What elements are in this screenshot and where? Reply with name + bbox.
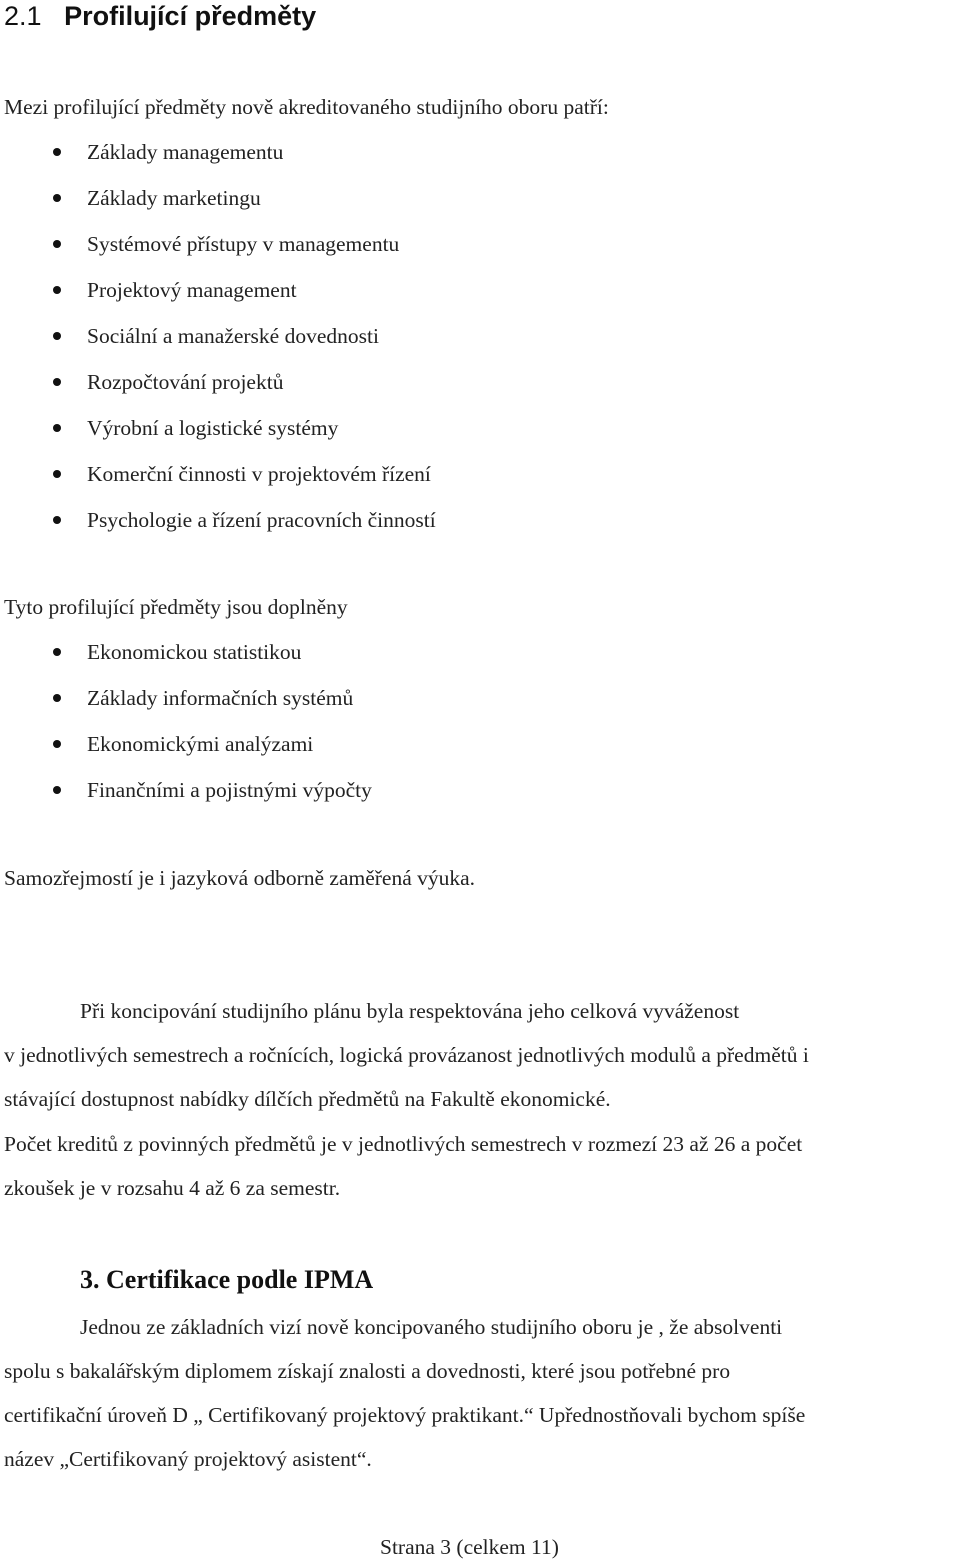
bullet-icon [53, 378, 61, 386]
certification-line: certifikační úroveň D „ Certifikovaný projektový praktikant.“ Upřednostňovali bychom spíše [4, 1403, 806, 1427]
supplement-intro: Tyto profilující předměty jsou doplněny [4, 595, 348, 619]
bullet-icon [53, 424, 61, 432]
list-item: Komerční činnosti v projektovém řízení [87, 462, 431, 486]
bullet-icon [53, 286, 61, 294]
list-item: Psychologie a řízení pracovních činností [87, 508, 436, 532]
list-item: Rozpočtování projektů [87, 370, 284, 394]
list-item: Ekonomickou statistikou [87, 640, 302, 664]
bullet-icon [53, 332, 61, 340]
list-item: Sociální a manažerské dovednosti [87, 324, 379, 348]
bullet-icon [53, 516, 61, 524]
plan-paragraph-line: stávající dostupnost nabídky dílčích předmětů na Fakultě ekonomické. [4, 1087, 611, 1111]
bullet-icon [53, 470, 61, 478]
list-item: Základy managementu [87, 140, 284, 164]
credits-paragraph-line: zkoušek je v rozsahu 4 až 6 za semestr. [4, 1176, 341, 1200]
bullet-icon [53, 148, 61, 156]
certification-line: spolu s bakalářským diplomem získají znalosti a dovednosti, které jsou potřebné pro [4, 1359, 731, 1383]
plan-paragraph-line: Při koncipování studijního plánu byla respektována jeho celková vyváženost [80, 999, 740, 1023]
section-number: 2.1 [4, 1, 42, 31]
list-item: Ekonomickými analýzami [87, 732, 314, 756]
page-footer: Strana 3 (celkem 11) [380, 1535, 559, 1559]
list-item: Výrobní a logistické systémy [87, 416, 339, 440]
language-note: Samozřejmostí je i jazyková odborně zaměřená výuka. [4, 866, 476, 890]
plan-paragraph-line: v jednotlivých semestrech a ročnících, logická provázanost jednotlivých modulů a předmětů i [4, 1043, 809, 1067]
intro-text: Mezi profilující předměty nově akreditovaného studijního oboru patří: [4, 95, 609, 119]
certification-heading: 3. Certifikace podle IPMA [80, 1265, 374, 1294]
list-item: Základy marketingu [87, 186, 261, 210]
section-title: Profilující předměty [64, 1, 317, 31]
list-item: Základy informačních systémů [87, 686, 354, 710]
certification-line: Jednou ze základních vizí nově koncipovaného studijního oboru je , že absolventi [80, 1315, 783, 1339]
list-item: Systémové přístupy v managementu [87, 232, 400, 256]
bullet-icon [53, 694, 61, 702]
section-heading [4, 1, 316, 32]
list-item: Projektový management [87, 278, 297, 302]
bullet-icon [53, 648, 61, 656]
credits-paragraph-line: Počet kreditů z povinných předmětů je v jednotlivých semestrech v rozmezí 23 až 26 a počet [4, 1132, 803, 1156]
bullet-icon [53, 740, 61, 748]
bullet-icon [53, 240, 61, 248]
bullet-icon [53, 194, 61, 202]
bullet-icon [53, 786, 61, 794]
list-item: Finančními a pojistnými výpočty [87, 778, 372, 802]
certification-line: název „Certifikovaný projektový asistent“. [4, 1447, 372, 1471]
